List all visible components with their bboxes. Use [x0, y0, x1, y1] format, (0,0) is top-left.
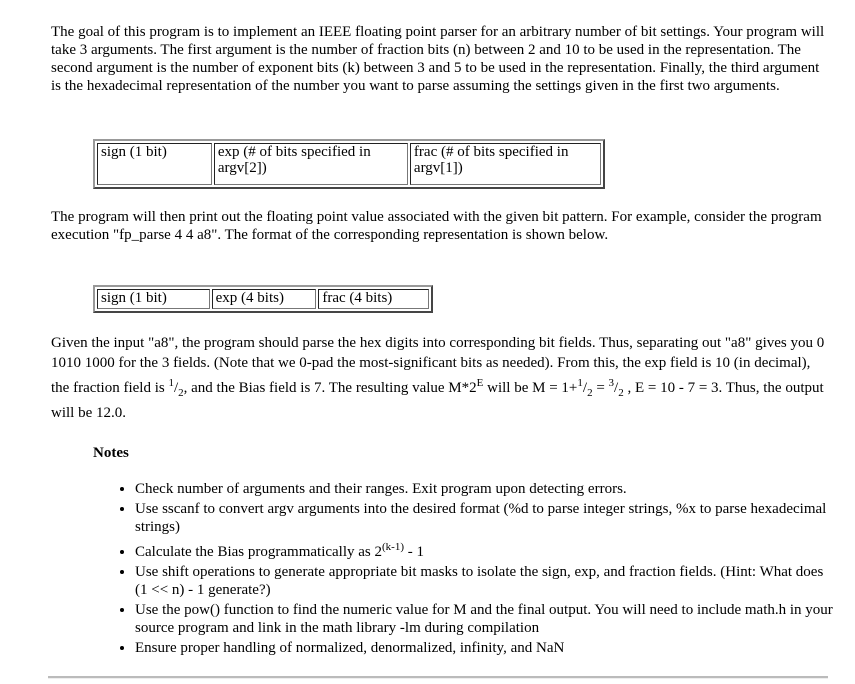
bit-layout-table-general: [93, 139, 605, 189]
notes-heading: Notes: [93, 445, 129, 461]
bias-exponent: (k-1): [382, 541, 405, 553]
explanation-text: Given the input "a8", the program should parse the hex digits into corresponding bit fields. Thus, separating out "a8" gives you 0 1010 1000 for the 3 fields. (Note that we 0-pad the most-significant bits as needed). From this, the exp field is 10 (in decimal), the fraction field is: [51, 335, 825, 396]
example-paragraph: The program will then print out the floating point value associated with the given bit pattern. For example, consider the program execution "fp_parse 4 4 a8". The format of the corresponding representation is shown below.: [51, 209, 822, 243]
explanation-text: , E = 10 - 7 = 3. Thus, the output will be 12.0.: [51, 380, 824, 421]
explanation-text: =: [592, 380, 609, 396]
list-item: • Ensure proper handling of normalized, denormalized, infinity, and NaN: [135, 639, 835, 657]
sign-field-cell: sign (1 bit): [97, 289, 210, 309]
notes-list: [111, 480, 835, 659]
explanation-paragraph: [51, 333, 831, 423]
horizontal-rule: [48, 676, 828, 679]
fraction-half: $^1/_2$: [168, 377, 184, 399]
list-item: • Use sscanf to convert argv arguments into the desired format (%d to parse integer strings, %x to parse hexadecimal strings): [135, 500, 835, 536]
list-item: • Check number of arguments and their ranges. Exit program upon detecting errors.: [135, 480, 835, 498]
exp-field-cell: exp (# of bits specified in argv[2]): [214, 143, 408, 185]
exp-field-cell: exp (4 bits): [212, 289, 317, 309]
list-item: • Use shift operations to generate appropriate bit masks to isolate the sign, exp, and fraction fields. (Hint: What does (1 << n) - 1 generate?): [135, 563, 835, 599]
exponent-superscript: E: [476, 377, 484, 389]
list-item: • Use the pow() function to find the numeric value for M and the final output. You will need to include math.h in your source program and link in the math library -lm during compilation: [135, 601, 835, 637]
frac-field-cell: frac (# of bits specified in argv[1]): [410, 143, 601, 185]
fraction-three-halves: $^3/_2$: [608, 377, 624, 399]
intro-paragraph: The goal of this program is to implement an IEEE floating point parser for an arbitrary number of bit settings. Your program will take 3 arguments. The first argument is the number of fraction bits (n) between 2 and 10 to be used in the representation. The second argument is the number of exponent bits (k) between 3 and 5 to be used in the representation. Finally, the third argument is the hexadecimal representation of the number you want to parse assuming the settings given in the first two arguments.: [51, 24, 825, 94]
fraction-half: $^1/_2$: [577, 377, 593, 399]
sign-field-cell: sign (1 bit): [97, 143, 212, 185]
bit-layout-table-example: [93, 285, 433, 313]
frac-field-cell: frac (4 bits): [318, 289, 429, 309]
explanation-text: will be M = 1+: [483, 380, 578, 396]
list-item: • Calculate the Bias programmatically as 2$^{(k-1)}$ - 1: [135, 538, 835, 561]
explanation-text: , and the Bias field is 7. The resulting value M*2: [183, 380, 477, 396]
